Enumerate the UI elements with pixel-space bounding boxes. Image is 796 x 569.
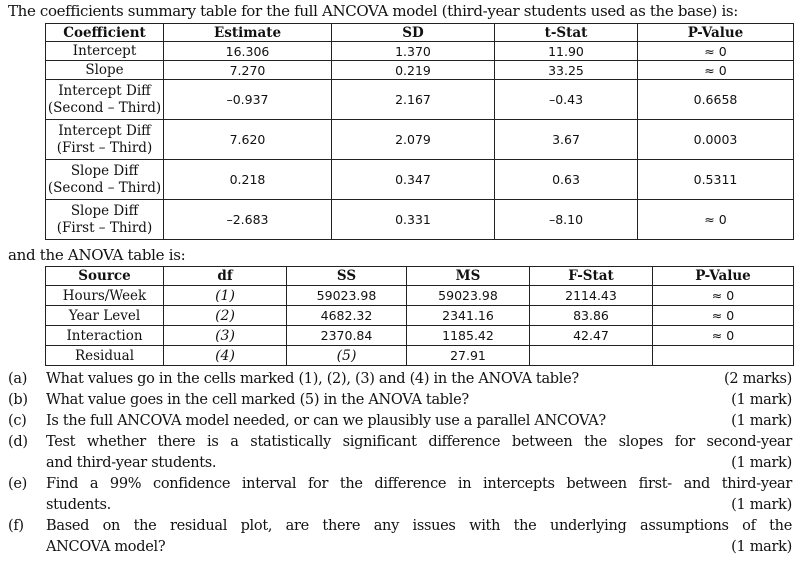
header-estimate: Estimate xyxy=(164,24,332,42)
coefficients-row xyxy=(46,80,794,120)
df-cell: (4) xyxy=(164,346,287,366)
question-marks: (2 marks) xyxy=(723,371,792,387)
estimate-value: –0.937 xyxy=(164,80,332,120)
anova-row xyxy=(46,326,794,346)
ss-cell: 59023.98 xyxy=(287,286,407,306)
question-text xyxy=(46,369,792,390)
sd-value: 0.347 xyxy=(332,160,495,200)
questions-list xyxy=(8,369,792,558)
question-text xyxy=(46,390,792,411)
ms-cell: 1185.42 xyxy=(407,326,530,346)
header-t-stat: t-Stat xyxy=(495,24,638,42)
question-item xyxy=(8,411,792,432)
coefficient-label: Slope Diff (Second – Third) xyxy=(46,160,164,200)
question-line-text: What value goes in the cell marked (5) in the ANOVA table? xyxy=(46,392,469,408)
coefficients-row xyxy=(46,200,794,240)
t-stat-value: 0.63 xyxy=(495,160,638,200)
question-line xyxy=(46,453,792,474)
ms-cell: 2341.16 xyxy=(407,306,530,326)
coefficient-label: Intercept Diff (First – Third) xyxy=(46,120,164,160)
question-item xyxy=(8,516,792,558)
t-stat-value: 33.25 xyxy=(495,61,638,80)
coefficients-header-row xyxy=(46,24,794,42)
question-item xyxy=(8,390,792,411)
p-value-cell xyxy=(653,346,794,366)
question-text xyxy=(46,516,792,558)
question-marks: (1 mark) xyxy=(731,392,792,408)
question-label: (d) xyxy=(8,434,28,450)
question-marks: (1 mark) xyxy=(731,455,792,471)
question-line xyxy=(46,516,792,537)
sd-value: 2.079 xyxy=(332,120,495,160)
question-marks: (1 mark) xyxy=(731,413,792,429)
df-cell: (3) xyxy=(164,326,287,346)
anova-row xyxy=(46,306,794,326)
p-value-cell: ≈ 0 xyxy=(653,326,794,346)
sd-value: 1.370 xyxy=(332,42,495,61)
p-value-cell: ≈ 0 xyxy=(653,306,794,326)
question-line xyxy=(46,432,792,453)
question-label: (b) xyxy=(8,392,28,408)
question-line xyxy=(46,411,792,432)
question-line-text: Is the full ANCOVA model needed, or can we plausibly use a parallel ANCOVA? xyxy=(46,413,606,429)
t-stat-value: 3.67 xyxy=(495,120,638,160)
coefficients-row xyxy=(46,120,794,160)
question-item xyxy=(8,432,792,474)
anova-row xyxy=(46,286,794,306)
question-marks: (1 mark) xyxy=(731,497,792,513)
source-label: Hours/Week xyxy=(46,286,164,306)
f-stat-cell: 42.47 xyxy=(530,326,653,346)
coefficient-label: Slope xyxy=(46,61,164,80)
question-line xyxy=(46,495,792,516)
f-stat-cell xyxy=(530,346,653,366)
question-label: (a) xyxy=(8,371,28,387)
header-source: Source xyxy=(46,267,164,286)
t-stat-value: 11.90 xyxy=(495,42,638,61)
header-f-stat: F-Stat xyxy=(530,267,653,286)
question-line-text: Based on the residual plot, are there any issues with the underlying assumptions of the xyxy=(46,518,792,534)
estimate-value: 16.306 xyxy=(164,42,332,61)
question-line-text: students. xyxy=(46,497,111,513)
anova-row xyxy=(46,346,794,366)
header-p-value: P-Value xyxy=(653,267,794,286)
estimate-value: –2.683 xyxy=(164,200,332,240)
question-line-text: and third-year students. xyxy=(46,455,217,471)
header-sd: SD xyxy=(332,24,495,42)
question-line-text: What values go in the cells marked (1), (2), (3) and (4) in the ANOVA table? xyxy=(46,371,579,387)
ms-cell: 27.91 xyxy=(407,346,530,366)
ss-cell: 2370.84 xyxy=(287,326,407,346)
sd-value: 0.219 xyxy=(332,61,495,80)
p-value: ≈ 0 xyxy=(638,42,794,61)
estimate-value: 7.270 xyxy=(164,61,332,80)
question-line xyxy=(46,390,792,411)
df-cell: (2) xyxy=(164,306,287,326)
estimate-value: 7.620 xyxy=(164,120,332,160)
question-label: (e) xyxy=(8,476,27,492)
question-item xyxy=(8,369,792,390)
p-value: ≈ 0 xyxy=(638,200,794,240)
question-line xyxy=(46,369,792,390)
p-value: ≈ 0 xyxy=(638,61,794,80)
question-label: (f) xyxy=(8,518,24,534)
question-marks: (1 mark) xyxy=(731,539,792,555)
question-line xyxy=(46,474,792,495)
header-ms: MS xyxy=(407,267,530,286)
sd-value: 2.167 xyxy=(332,80,495,120)
coefficients-intro: The coefficients summary table for the full ANCOVA model (third-year students used as the base) is: xyxy=(8,2,738,20)
t-stat-value: –0.43 xyxy=(495,80,638,120)
coefficient-label: Slope Diff (First – Third) xyxy=(46,200,164,240)
coefficients-row xyxy=(46,160,794,200)
source-label: Residual xyxy=(46,346,164,366)
coefficients-table xyxy=(45,23,794,240)
ss-cell: 4682.32 xyxy=(287,306,407,326)
source-label: Year Level xyxy=(46,306,164,326)
anova-header-row xyxy=(46,267,794,286)
p-value: 0.6658 xyxy=(638,80,794,120)
header-p-value: P-Value xyxy=(638,24,794,42)
question-text xyxy=(46,411,792,432)
ms-cell: 59023.98 xyxy=(407,286,530,306)
header-df: df xyxy=(164,267,287,286)
anova-intro: and the ANOVA table is: xyxy=(8,246,186,264)
f-stat-cell: 83.86 xyxy=(530,306,653,326)
t-stat-value: –8.10 xyxy=(495,200,638,240)
source-label: Interaction xyxy=(46,326,164,346)
coefficient-label: Intercept xyxy=(46,42,164,61)
p-value: 0.5311 xyxy=(638,160,794,200)
sd-value: 0.331 xyxy=(332,200,495,240)
p-value: 0.0003 xyxy=(638,120,794,160)
question-line-text: Test whether there is a statistically significant difference between the slopes for second-year xyxy=(46,434,792,450)
p-value-cell: ≈ 0 xyxy=(653,286,794,306)
question-text xyxy=(46,432,792,474)
question-line-text: Find a 99% confidence interval for the difference in intercepts between first- and third-year xyxy=(46,476,792,492)
coefficients-row xyxy=(46,61,794,80)
anova-table xyxy=(45,266,794,366)
estimate-value: 0.218 xyxy=(164,160,332,200)
question-item xyxy=(8,474,792,516)
question-line-text: ANCOVA model? xyxy=(46,539,166,555)
f-stat-cell: 2114.43 xyxy=(530,286,653,306)
ss-cell: (5) xyxy=(287,346,407,366)
question-line xyxy=(46,537,792,558)
header-coefficient: Coefficient xyxy=(46,24,164,42)
coefficient-label: Intercept Diff (Second – Third) xyxy=(46,80,164,120)
df-cell: (1) xyxy=(164,286,287,306)
question-label: (c) xyxy=(8,413,27,429)
coefficients-row xyxy=(46,42,794,61)
question-text xyxy=(46,474,792,516)
header-ss: SS xyxy=(287,267,407,286)
